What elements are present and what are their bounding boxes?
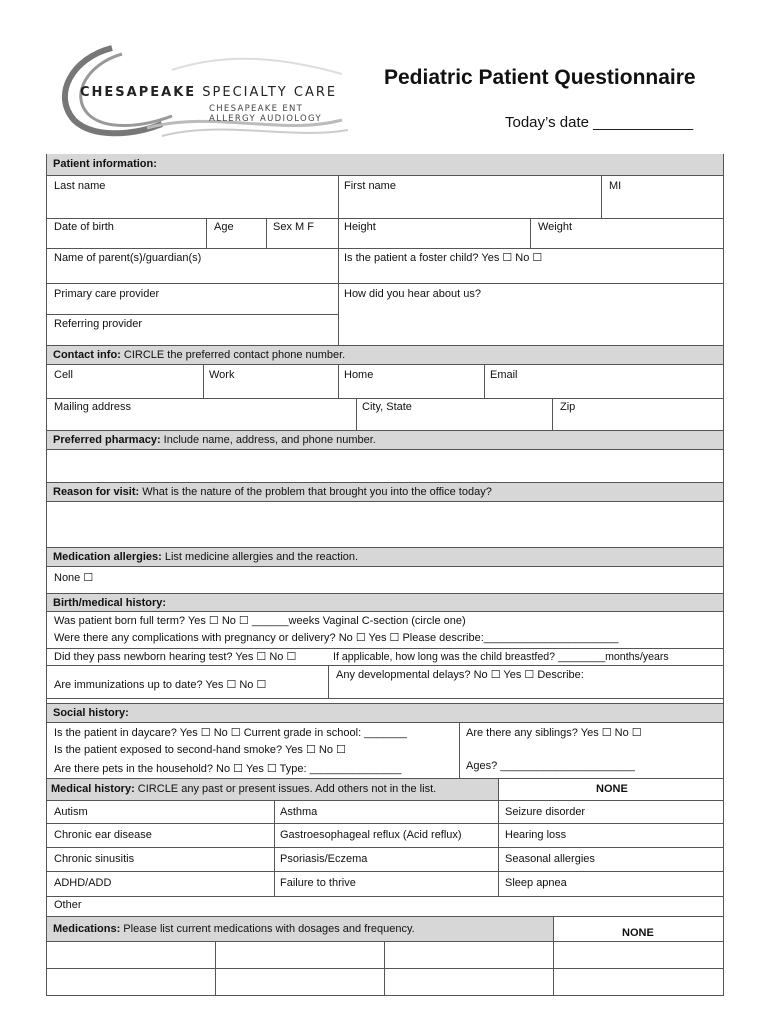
- siblings-ages-field[interactable]: Ages? ______________________: [466, 760, 635, 772]
- medications-table-row[interactable]: [47, 969, 723, 995]
- section-header-patient-info: Patient information:: [47, 154, 723, 176]
- section-header-allergies: Medication allergies: List medicine allergies and the reaction.: [47, 547, 723, 567]
- section-header-medical: Medical history: CIRCLE any past or present issues. Add others not in the list.: [47, 779, 498, 800]
- sex-field[interactable]: Sex M F: [273, 221, 314, 233]
- referring-provider-field[interactable]: Referring provider: [54, 318, 143, 330]
- dob-field[interactable]: Date of birth: [54, 221, 114, 233]
- condition-autism[interactable]: Autism: [54, 806, 88, 818]
- condition-sleep-apnea[interactable]: Sleep apnea: [505, 877, 567, 889]
- pets-question[interactable]: Are there pets in the household? No ☐ Yes ☐ Type: _______________: [54, 763, 402, 775]
- condition-other-field[interactable]: Other: [54, 899, 82, 911]
- page-title: Pediatric Patient Questionnaire: [384, 66, 696, 89]
- full-term-question[interactable]: Was patient born full term? Yes ☐ No ☐ ______weeks Vaginal C-section (circle one): [54, 615, 466, 627]
- allergies-none-checkbox[interactable]: None ☐: [54, 572, 94, 584]
- siblings-question[interactable]: Are there any siblings? Yes ☐ No ☐: [466, 727, 642, 739]
- breastfed-question[interactable]: If applicable, how long was the child breastfed? ________months/years: [333, 651, 669, 663]
- first-name-field[interactable]: First name: [344, 180, 396, 192]
- email-field[interactable]: Email: [490, 369, 518, 381]
- condition-asthma[interactable]: Asthma: [280, 806, 318, 818]
- immunizations-question[interactable]: Are immunizations up to date? Yes ☐ No ☐: [54, 679, 267, 691]
- reason-input-area[interactable]: [47, 502, 723, 547]
- medications-none-option[interactable]: NONE: [622, 927, 654, 939]
- section-header-social: Social history:: [47, 703, 723, 723]
- last-name-field[interactable]: Last name: [54, 180, 106, 192]
- condition-psoriasis-eczema[interactable]: Psoriasis/Eczema: [280, 853, 368, 865]
- condition-seasonal-allergies[interactable]: Seasonal allergies: [505, 853, 595, 865]
- developmental-delays-question[interactable]: Any developmental delays? No ☐ Yes ☐ Describe:: [336, 669, 584, 681]
- section-header-birth: Birth/medical history:: [47, 594, 723, 612]
- zip-field[interactable]: Zip: [560, 401, 576, 413]
- condition-seizure-disorder[interactable]: Seizure disorder: [505, 806, 586, 818]
- logo-brand-light: SPECIALTY CARE: [202, 85, 338, 100]
- foster-child-question[interactable]: Is the patient a foster child? Yes ☐ No ☐: [344, 252, 543, 264]
- medications-table-row[interactable]: [47, 942, 723, 968]
- second-hand-smoke-question[interactable]: Is the patient exposed to second-hand smoke? Yes ☐ No ☐: [54, 744, 346, 756]
- pcp-field[interactable]: Primary care provider: [54, 288, 160, 300]
- questionnaire-form: [46, 154, 724, 996]
- cell-phone-field[interactable]: Cell: [54, 369, 73, 381]
- guardian-field[interactable]: Name of parent(s)/guardian(s): [54, 252, 202, 264]
- pharmacy-input-area[interactable]: [47, 450, 723, 482]
- logo-sub-line-1: CHESAPEAKE ENT: [209, 104, 304, 114]
- condition-chronic-sinusitis[interactable]: Chronic sinusitis: [54, 853, 135, 865]
- section-header-pharmacy: Preferred pharmacy: Include name, address, and phone number.: [47, 430, 723, 450]
- hearing-test-question[interactable]: Did they pass newborn hearing test? Yes ☐ No ☐: [54, 651, 297, 663]
- height-field[interactable]: Height: [344, 221, 376, 233]
- home-phone-field[interactable]: Home: [344, 369, 374, 381]
- medical-history-none-option[interactable]: NONE: [596, 783, 628, 795]
- logo-brand-bold: CHESAPEAKE: [80, 85, 197, 100]
- logo-sub-line-2: ALLERGY AUDIOLOGY: [209, 114, 322, 124]
- mailing-address-field[interactable]: Mailing address: [54, 401, 132, 413]
- section-header-contact: Contact info: CIRCLE the preferred contact phone number.: [47, 345, 723, 365]
- todays-date-field[interactable]: Today’s date ____________: [505, 114, 694, 131]
- hear-about-us-field[interactable]: How did you hear about us?: [344, 288, 481, 300]
- condition-adhd-add[interactable]: ADHD/ADD: [54, 877, 112, 889]
- weight-field[interactable]: Weight: [538, 221, 573, 233]
- section-header-reason: Reason for visit: What is the nature of the problem that brought you into the office today?: [47, 482, 723, 502]
- work-phone-field[interactable]: Work: [209, 369, 235, 381]
- condition-chronic-ear-disease[interactable]: Chronic ear disease: [54, 829, 152, 841]
- condition-failure-to-thrive[interactable]: Failure to thrive: [280, 877, 356, 889]
- daycare-question[interactable]: Is the patient in daycare? Yes ☐ No ☐ Current grade in school: _______: [54, 727, 407, 739]
- city-state-field[interactable]: City, State: [362, 401, 412, 413]
- condition-acid-reflux[interactable]: Gastroesophageal reflux (Acid reflux): [280, 829, 462, 841]
- complications-question[interactable]: Were there any complications with pregnancy or delivery? No ☐ Yes ☐ Please describe:______________________: [54, 632, 619, 644]
- condition-hearing-loss[interactable]: Hearing loss: [505, 829, 567, 841]
- mi-field[interactable]: MI: [609, 180, 622, 192]
- clinic-logo: [52, 40, 352, 140]
- section-header-medications: Medications: Please list current medications with dosages and frequency.: [47, 917, 553, 941]
- age-field[interactable]: Age: [214, 221, 234, 233]
